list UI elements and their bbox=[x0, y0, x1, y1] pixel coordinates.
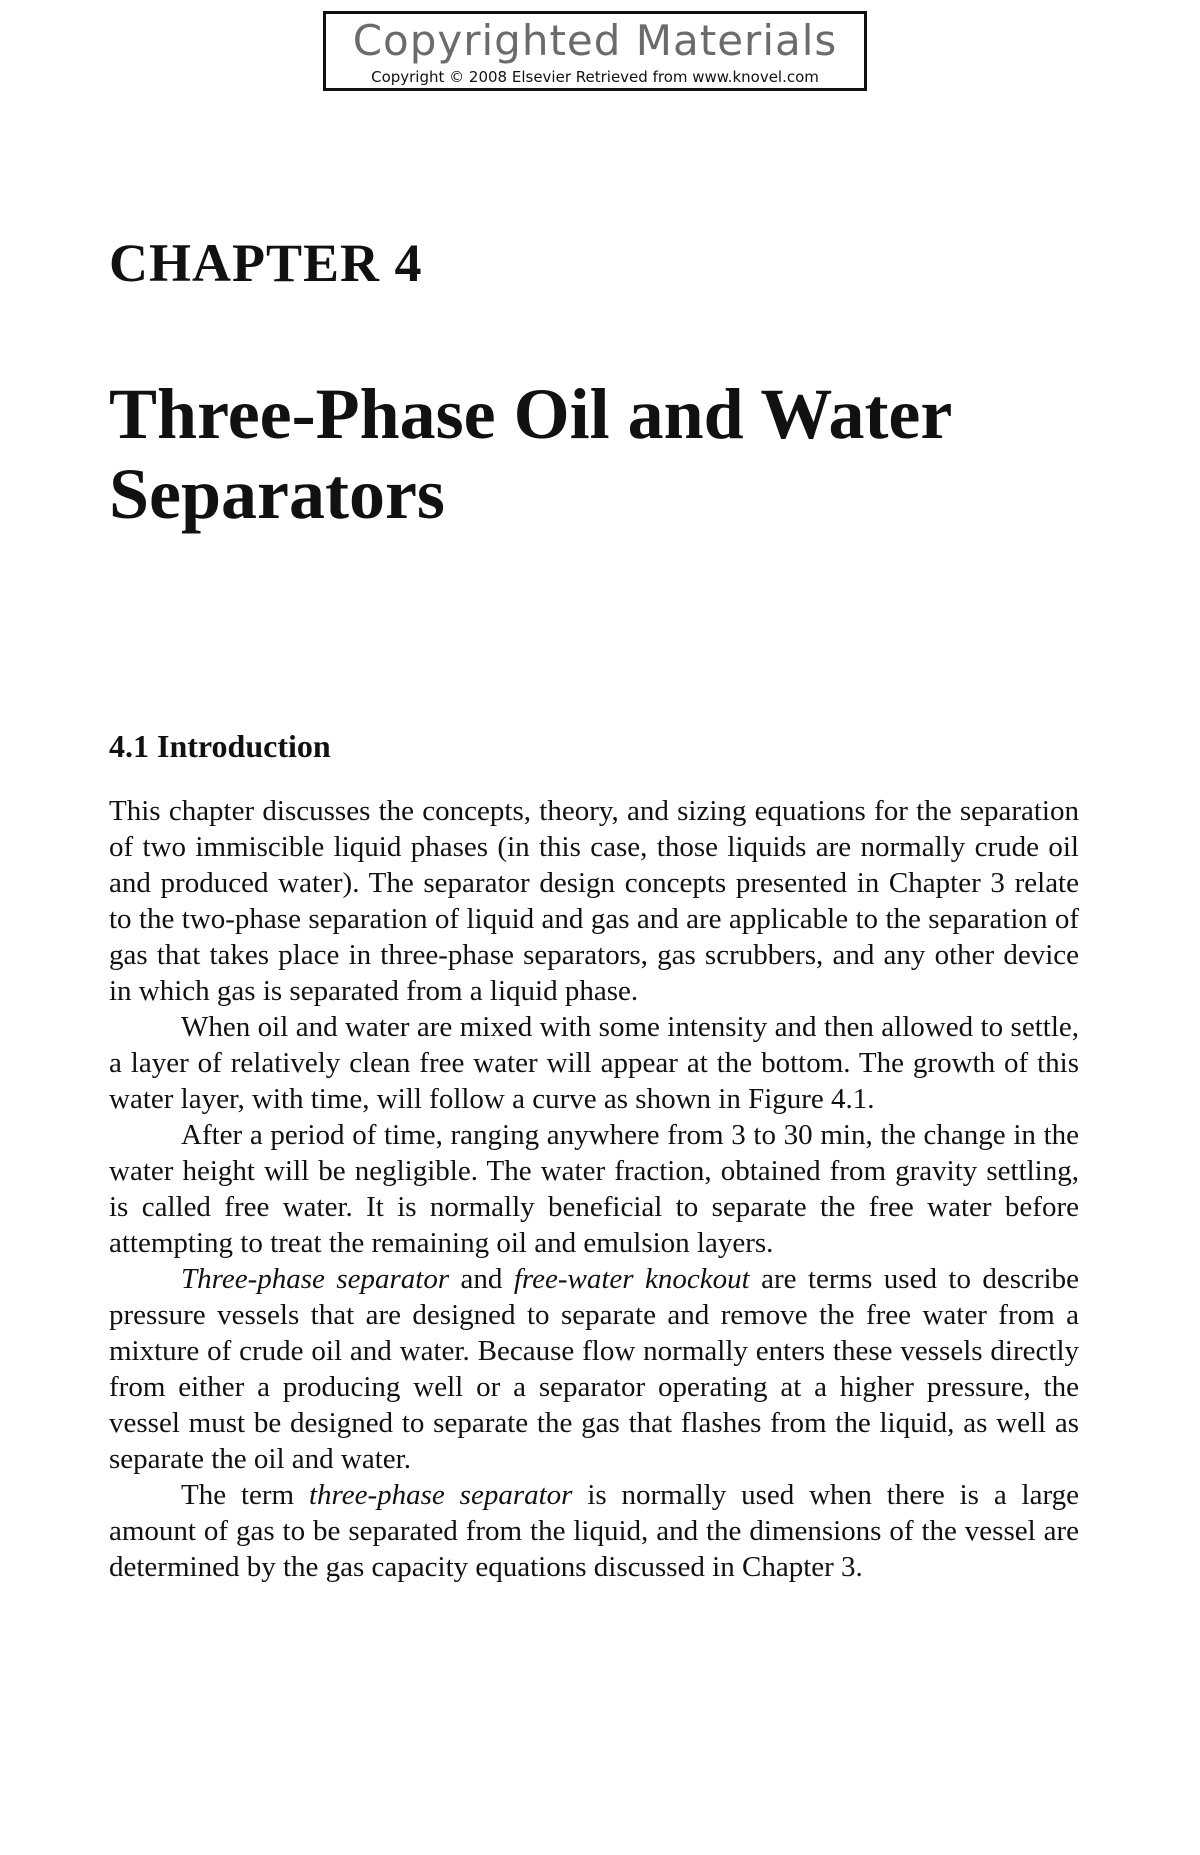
section-heading: 4.1 Introduction bbox=[109, 728, 331, 764]
paragraph-5-text: is normally used when there is a large amount of gas to be separated from the liquid, and the dimensions of the vessel are determined by the gas capacity equations discussed in Chapter 3. bbox=[109, 1479, 1079, 1583]
paragraph-3: After a period of time, ranging anywhere from 3 to 30 min, the change in the water height will be negligible. The water fraction, obtained from gravity settling, is called free water. It is normally beneficial to separate the free water before attempting to treat the remaining oil and emulsion layers. bbox=[109, 1119, 1079, 1259]
term-three-phase-separator-2: three-phase separator bbox=[308, 1479, 573, 1511]
paragraph-4-text: are terms used to describe pressure vessels that are designed to separate and remove the free water from a mixture of crude oil and water. Because flow normally enters these vessels directly from either a producing well or a separator operating at a higher pressure, the vessel must be designed to separate the gas that flashes from the liquid, as well as separate the oil and water. bbox=[109, 1263, 1079, 1475]
body-text bbox=[109, 793, 1079, 1585]
chapter-label: CHAPTER 4 bbox=[109, 233, 423, 293]
paragraph-5 bbox=[109, 1477, 1079, 1585]
paragraph-5-lead: The term bbox=[181, 1479, 309, 1511]
paragraph-2: When oil and water are mixed with some intensity and then allowed to settle, a layer of relatively clean free water will appear at the bottom. The growth of this water layer, with time, will follow a curve as shown in Figure 4.1. bbox=[109, 1011, 1079, 1115]
paragraph-4-connector: and bbox=[449, 1263, 514, 1295]
term-free-water-knockout: free-water knockout bbox=[513, 1263, 750, 1295]
term-three-phase-separator: Three-phase separator bbox=[181, 1263, 450, 1295]
chapter-title: Three-Phase Oil and Water Separators bbox=[109, 374, 952, 534]
paragraph-1: This chapter discusses the concepts, theory, and sizing equations for the separation of two immiscible liquid phases (in this case, those liquids are normally crude oil and produced water). The separator design concepts presented in Chapter 3 relate to the two-phase separation of liquid and gas and are applicable to the separation of gas that takes place in three-phase separators, gas scrubbers, and any other device in which gas is separated from a liquid phase. bbox=[109, 795, 1079, 1007]
stamp-title: Copyrighted Materials bbox=[352, 16, 838, 65]
stamp-subtitle: Copyright © 2008 Elsevier Retrieved from www.knovel.com bbox=[371, 68, 819, 86]
paragraph-4 bbox=[109, 1261, 1079, 1477]
copyright-stamp bbox=[323, 11, 867, 91]
